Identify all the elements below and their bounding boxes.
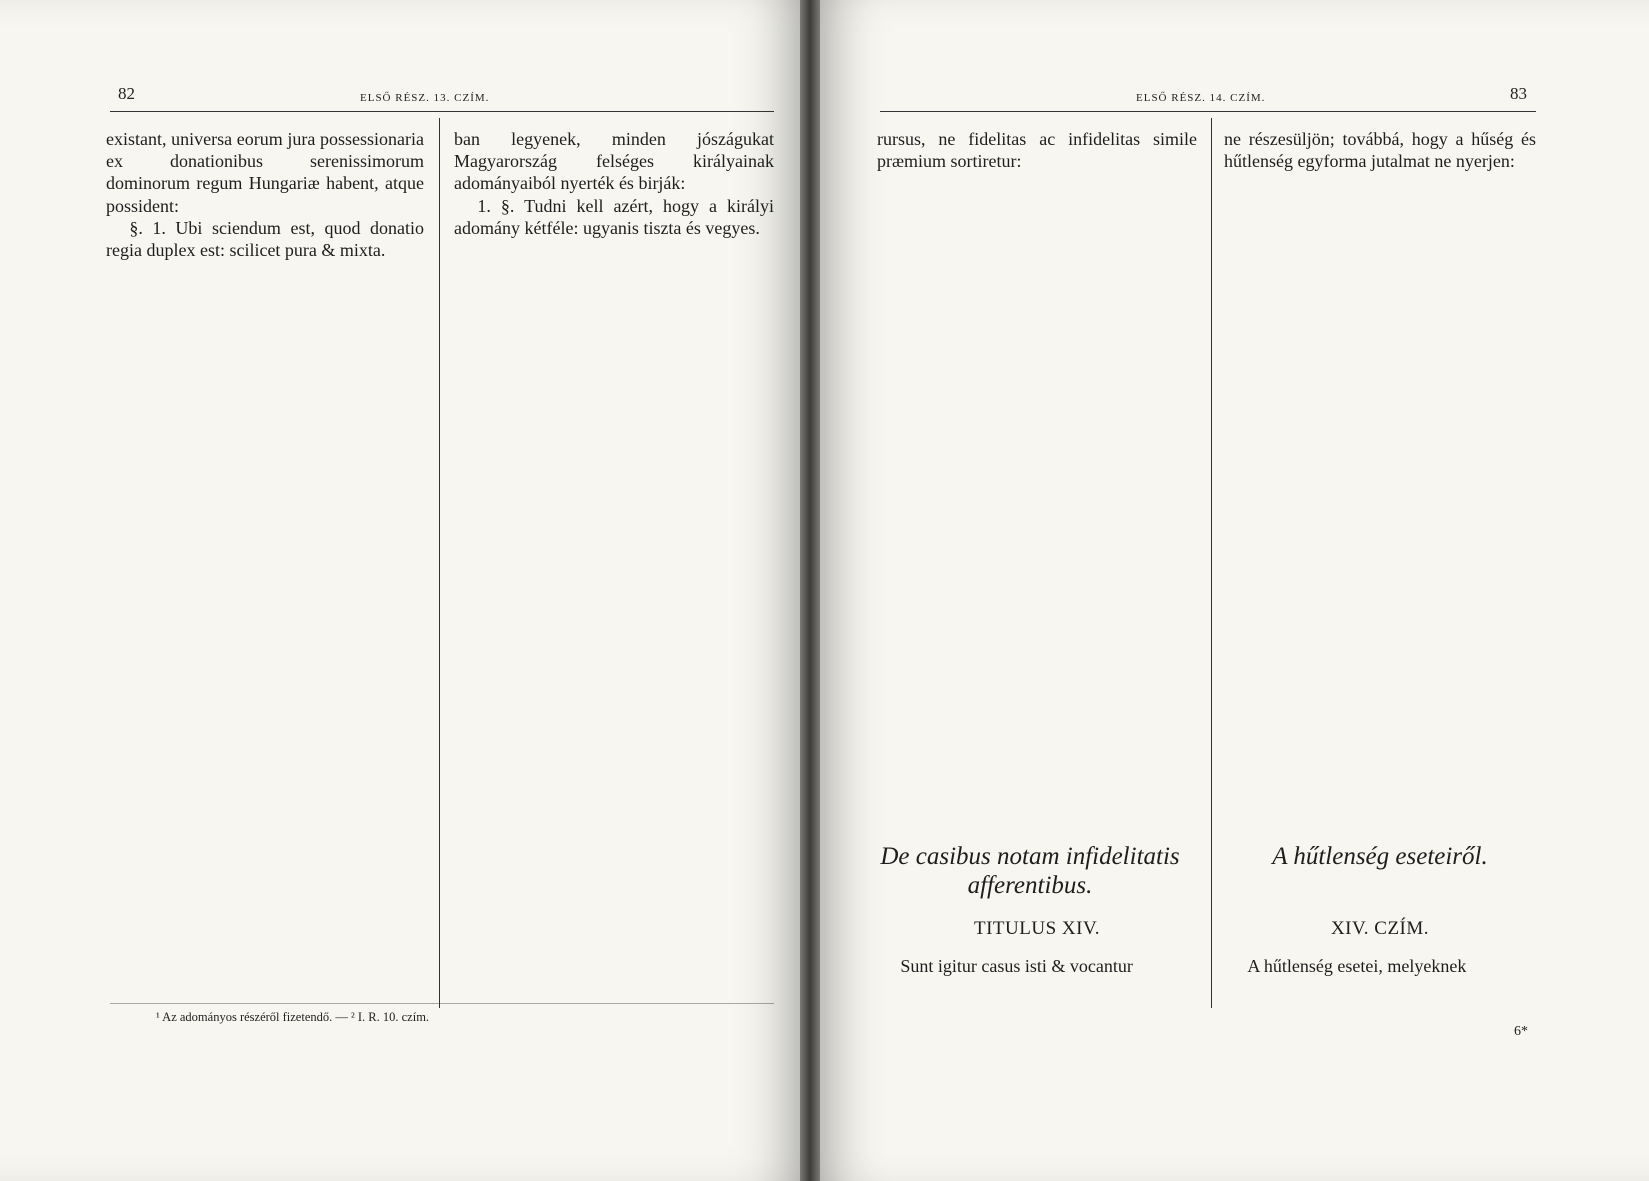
footnote-left: ¹ Az adományos részéről fizetendő. — ² I. R. 10. czím. <box>156 1010 430 1024</box>
column-divider-left <box>439 118 440 1008</box>
page-number-left: 82 <box>118 84 135 103</box>
page-number-right: 83 <box>1510 84 1527 103</box>
latin-column-right <box>877 128 1197 172</box>
latin-column-left <box>106 128 424 261</box>
hungarian-titulus: XIV. CZÍM. <box>1330 918 1430 939</box>
hungarian-column-left <box>454 128 774 239</box>
footnote-rule <box>110 1003 774 1004</box>
header-rule-left <box>110 111 774 112</box>
right-page <box>820 0 1649 1181</box>
paragraph: ne részesüljön; továbbá, hogy a hűség és hűtlenség egyforma jutalmat ne nyerjen: <box>1224 129 1536 172</box>
latin-titulus: TITULUS XIV. <box>974 918 1100 939</box>
latin-text-after-heading <box>877 955 1197 977</box>
signature-mark: 6* <box>1514 1024 1528 1039</box>
hungarian-section-heading: A hűtlenség eseteiről. <box>1272 843 1488 870</box>
book-gutter <box>800 0 820 1181</box>
paragraph: ban legyenek, minden jószágukat Magyarország felséges királyainak adományaiból nyerték és birják: <box>454 129 774 194</box>
paragraph: existant, universa eorum jura possessionaria ex donationibus serenissimorum dominorum regum Hungariæ habent, atque possident: <box>106 129 424 216</box>
running-head-left: ELSŐ RÉSZ. 13. CZÍM. <box>360 92 490 104</box>
paragraph: rursus, ne fidelitas ac infidelitas simile præmium sortiretur: <box>877 129 1197 172</box>
hungarian-text-after-heading <box>1224 955 1536 977</box>
running-head-right: ELSŐ RÉSZ. 14. CZÍM. <box>1136 92 1266 104</box>
latin-section-heading: De casibus notam infidelitatis afferentibus. <box>880 843 1180 899</box>
left-page <box>0 0 800 1181</box>
header-rule-right <box>880 111 1536 112</box>
paragraph: §. 1. Ubi sciendum est, quod donatio regia duplex est: scilicet pura & mixta. <box>106 217 424 261</box>
column-divider-right <box>1211 118 1212 1008</box>
hungarian-column-right <box>1224 128 1536 172</box>
paragraph: Sunt igitur casus isti & vocantur <box>900 956 1133 976</box>
paragraph: 1. §. Tudni kell azért, hogy a királyi adomány kétféle: ugyanis tiszta és vegyes. <box>454 195 774 238</box>
paragraph: A hűtlenség esetei, melyeknek <box>1247 956 1467 976</box>
